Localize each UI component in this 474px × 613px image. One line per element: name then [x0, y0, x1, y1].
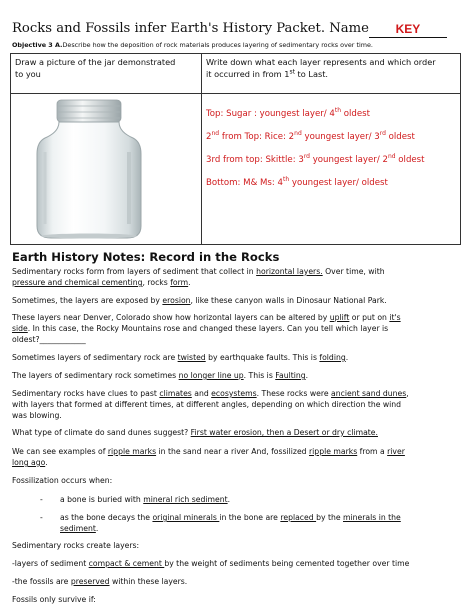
jar-table	[10, 53, 461, 245]
paragraph-7: What type of climate do sand dunes suggest? First water erosion, then a Desert or dry climate.	[12, 428, 378, 437]
layers-line-1: -layers of sediment compact & cement by the weight of sediments being cemented together over time	[12, 559, 410, 568]
key-label: KEY	[395, 22, 421, 36]
right-header: Write down what each layer represents and which order it occurred in from 1st to Last.	[206, 57, 436, 79]
notes-heading: Earth History Notes: Record in the Rocks	[12, 250, 280, 264]
objective-line: Objective 3 A.Describe how the deposition of rock materials produces layering of sedimentary rocks over time.	[12, 41, 373, 49]
glass-jar-image	[33, 98, 145, 240]
table-divider-vertical	[201, 54, 202, 244]
bullet-1: -	[40, 495, 43, 504]
paragraph-4: Sometimes layers of sedimentary rock are twisted by earthquake faults. This is folding.	[12, 353, 349, 362]
answer-bottom: Bottom: M& Ms: 4th youngest layer/ oldest	[206, 176, 388, 188]
paragraph-2: Sometimes, the layers are exposed by erosion, like these canyon walls in Dinosaur National Park.	[12, 296, 387, 305]
answer-top: Top: Sugar : youngest layer/ 4th oldest	[206, 107, 370, 119]
paragraph-3: These layers near Denver, Colorado show how horizontal layers can be altered by uplift or put on it's side. In this case, the Rocky Mountains rose and changed these layers. Can you tell which layer is oldest?____________	[12, 313, 401, 344]
paragraph-5: The layers of sedimentary rock sometimes no longer line up. This is Faulting.	[12, 371, 309, 380]
answer-third: 3rd from top: Skittle: 3rd youngest layer/ 2nd oldest	[206, 153, 425, 165]
answer-second: 2nd from Top: Rice: 2nd youngest layer/ 3rd oldest	[206, 130, 415, 142]
layers-intro: Sedimentary rocks create layers:	[12, 541, 140, 550]
paragraph-1: Sedimentary rocks form from layers of sediment that collect in horizontal layers. Over time, with pressure and chemical cementing, rocks form.	[12, 267, 385, 287]
fossils-survive-line: Fossils only survive if:	[12, 595, 96, 604]
paragraph-8: We can see examples of ripple marks in the sand near a river And, fossilized ripple marks from a river long ago.	[12, 447, 405, 467]
bullet-2: -	[40, 513, 43, 522]
paragraph-6: Sedimentary rocks have clues to past climates and ecosystems. These rocks were ancient sand dunes, with layers that formed at different times, at different angles, depending on which direction the wind was blowing.	[12, 389, 409, 420]
left-header: Draw a picture of the jar demonstrated to you	[15, 57, 176, 79]
fossil-intro: Fossilization occurs when:	[12, 476, 113, 485]
page-title: Rocks and Fossils infer Earth's History Packet. Name KEY	[12, 21, 447, 37]
bullet-1-text: a bone is buried with mineral rich sediment.	[60, 495, 231, 504]
bullet-2-text: as the bone decays the original minerals in the bone are replaced by the minerals in the sediment.	[60, 513, 401, 533]
table-divider-horizontal	[11, 93, 460, 94]
layers-line-2: -the fossils are preserved within these layers.	[12, 577, 188, 586]
